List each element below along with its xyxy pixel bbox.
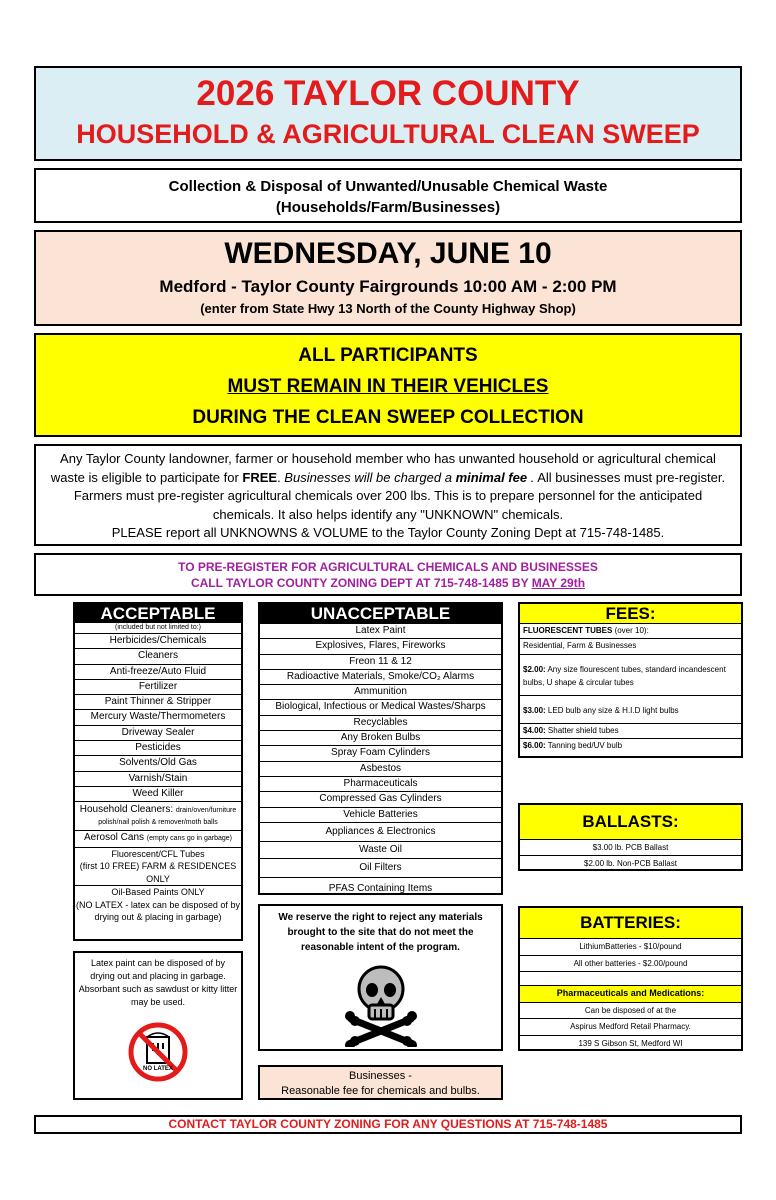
blank-row xyxy=(520,971,741,985)
fee-price: $2.00: xyxy=(523,664,546,674)
list-item: Any Broken Bulbs xyxy=(260,730,501,745)
list-item: Radioactive Materials, Smoke/CO₂ Alarms xyxy=(260,669,501,684)
info-text-3: All businesses must pre-register. Farmers must pre-register agricultural chemicals over 200 lbs. This is to prepare personnel for the anticipated chemicals. It also helps identify any "UNKNOWN" chemicals. xyxy=(73,469,726,522)
list-item: Cleaners xyxy=(75,648,241,663)
info-text-1: Any Taylor County landowner, farmer or household member who has unwanted household or agricultural chemical waste is eligible to participate for xyxy=(50,451,716,485)
oil-line-1: Oil-Based Paints ONLY xyxy=(111,887,205,898)
list-item: Paint Thinner & Stripper xyxy=(75,694,241,709)
acceptable-list xyxy=(73,602,243,941)
reserve-text: We reserve the right to reject any materials brought to the site that do not meet the reasonable intent of the program. xyxy=(278,912,483,953)
aerosol-note: (empty cans go in garbage) xyxy=(146,835,233,843)
fee-description: LED bulb any size & H.I.D light bulbs xyxy=(545,705,679,715)
businesses-line-2: Reasonable fee for chemicals and bulbs. xyxy=(281,1085,480,1097)
title-line-1: 2026 TAYLOR COUNTY xyxy=(196,74,580,113)
fluorescent-line-2: (first 10 FREE) FARM & RESIDENCES ONLY xyxy=(79,861,237,884)
contact-text: CONTACT TAYLOR COUNTY ZONING FOR ANY QUESTIONS AT 715-748-1485 xyxy=(168,1117,608,1131)
batteries-table xyxy=(518,906,743,1051)
prereg-deadline: MAY 29th xyxy=(531,576,586,590)
fees-residential: Residential, Farm & Businesses xyxy=(520,638,741,653)
list-item: Fertilizer xyxy=(75,679,241,694)
oil-paints-item xyxy=(75,885,241,924)
list-item: Ammunition xyxy=(260,684,501,699)
list-item: Freon 11 & 12 xyxy=(260,654,501,669)
pharmaceuticals-title: Pharmaceuticals and Medications: xyxy=(520,985,741,1002)
prereg-line-2: CALL TAYLOR COUNTY ZONING DEPT AT 715-748-1485 BY xyxy=(190,576,532,590)
list-item: Spray Foam Cylinders xyxy=(260,745,501,760)
remain-line-3: DURING THE CLEAN SWEEP COLLECTION xyxy=(192,407,584,428)
household-cleaners-item xyxy=(75,801,241,830)
fees-table xyxy=(518,602,743,758)
list-item: Varnish/Stain xyxy=(75,771,241,786)
pharmacy-row: 139 S Gibson St, Medford WI xyxy=(520,1035,741,1052)
fee-description: Tanning bed/UV bulb xyxy=(545,740,623,750)
event-entrance-note: (enter from State Hwy 13 North of the County Highway Shop) xyxy=(200,301,576,316)
unacceptable-title: UNACCEPTABLE xyxy=(260,604,501,623)
fee-description: Any size flourescent tubes, standard incandescent bulbs, U shape & circular tubes xyxy=(523,664,726,687)
latex-disposal-note xyxy=(73,951,243,1100)
list-item: Driveway Sealer xyxy=(75,725,241,740)
aerosol-cans-item xyxy=(75,830,241,846)
list-item: Anti-freeze/Auto Fluid xyxy=(75,664,241,679)
list-item: Appliances & Electronics xyxy=(260,822,501,841)
list-item: Latex Paint xyxy=(260,623,501,638)
unacceptable-list xyxy=(258,602,503,895)
event-date: WEDNESDAY, JUNE 10 xyxy=(224,237,552,270)
oil-line-2: (NO LATEX - latex can be disposed of by drying out & placing in garbage) xyxy=(76,899,240,923)
title-banner xyxy=(34,66,742,161)
info-text-2: . xyxy=(277,469,285,485)
list-item: Solvents/Old Gas xyxy=(75,755,241,770)
pharmacy-row: Aspirus Medford Retail Pharmacy. xyxy=(520,1018,741,1035)
ballasts-title: BALLASTS: xyxy=(520,805,741,839)
ballast-row: $3.00 lb. PCB Ballast xyxy=(520,839,741,855)
fees-title: FEES: xyxy=(520,604,741,623)
batteries-title: BATTERIES: xyxy=(520,908,741,938)
list-item: Pesticides xyxy=(75,740,241,755)
fee-description: Shatter shield tubes xyxy=(545,725,619,735)
ballast-row: $2.00 lb. Non-PCB Ballast xyxy=(520,855,741,871)
fee-price: $4.00: xyxy=(523,725,546,735)
fees-fluorescent-label: FLUORESCENT TUBES xyxy=(523,626,613,635)
fluorescent-line-1: Fluorescent/CFL Tubes xyxy=(111,848,205,859)
info-business-fee: minimal fee xyxy=(455,469,528,485)
no-latex-sign-icon xyxy=(127,1021,189,1083)
event-location: Medford - Taylor County Fairgrounds 10:00 AM - 2:00 PM xyxy=(159,277,617,296)
list-item: Recyclables xyxy=(260,715,501,730)
list-item: Herbicides/Chemicals xyxy=(75,633,241,648)
fees-fluorescent-qualifier: (over 10): xyxy=(612,626,649,635)
fee-row xyxy=(520,723,741,738)
list-item: Explosives, Flares, Fireworks xyxy=(260,638,501,653)
fee-row xyxy=(520,695,741,723)
businesses-line-1: Businesses - xyxy=(349,1070,412,1082)
list-item: Biological, Infectious or Medical Wastes/Sharps xyxy=(260,699,501,714)
list-item: Oil Filters xyxy=(260,858,501,877)
ballasts-table xyxy=(518,803,743,871)
latex-note-text: Latex paint can be disposed of by drying out and placing in garbage. Absorbant such as sawdust or kitty litter may be used. xyxy=(78,958,238,1007)
collection-line-2: (Households/Farm/Businesses) xyxy=(275,199,501,216)
collection-line-1: Collection & Disposal of Unwanted/Unusable Chemical Waste xyxy=(168,178,608,195)
prereg-line-1: TO PRE-REGISTER FOR AGRICULTURAL CHEMICALS AND BUSINESSES xyxy=(178,560,598,574)
fee-row xyxy=(520,654,741,695)
no-latex-label: NO LATEX xyxy=(143,1066,173,1072)
fees-fluorescent-header xyxy=(520,623,741,638)
title-line-2: HOUSEHOLD & AGRICULTURAL CLEAN SWEEP xyxy=(76,119,700,149)
list-item: Waste Oil xyxy=(260,841,501,858)
household-cleaners-note: drain/oven/furniture polish/nail polish & remover/moth balls xyxy=(98,807,237,827)
info-business-1: Businesses will be charged a xyxy=(284,469,456,485)
skull-crossbones-icon xyxy=(345,963,417,1047)
list-item: Mercury Waste/Thermometers xyxy=(75,709,241,724)
acceptable-subtitle: (included but not limited to:) xyxy=(115,624,201,631)
fluorescent-tubes-item xyxy=(75,847,241,886)
pharmacy-row: Can be disposed of at the xyxy=(520,1002,741,1019)
fee-price: $3.00: xyxy=(523,705,546,715)
contact-footer xyxy=(34,1115,742,1134)
info-business-2: . xyxy=(527,469,535,485)
list-item: PFAS Containing Items xyxy=(260,877,501,900)
acceptable-title: ACCEPTABLE xyxy=(75,604,241,623)
battery-row: All other batteries - $2.00/pound xyxy=(520,955,741,972)
fee-price: $6.00: xyxy=(523,740,546,750)
remain-in-vehicles-notice xyxy=(34,333,742,437)
collection-description xyxy=(34,168,742,223)
household-cleaners-label: Household Cleaners: xyxy=(79,804,176,816)
reserve-right-note xyxy=(258,904,503,1051)
businesses-fee-note xyxy=(258,1065,503,1100)
eligibility-info xyxy=(34,444,742,546)
fee-row xyxy=(520,738,741,753)
preregister-notice xyxy=(34,553,742,596)
aerosol-label: Aerosol Cans xyxy=(83,832,147,844)
event-date-box xyxy=(34,230,742,326)
battery-row: LithiumBatteries - $10/pound xyxy=(520,938,741,955)
remain-line-2: MUST REMAIN IN THEIR VEHICLES xyxy=(227,376,549,397)
list-item: Asbestos xyxy=(260,761,501,776)
list-item: Vehicle Batteries xyxy=(260,807,501,822)
remain-line-1: ALL PARTICIPANTS xyxy=(298,345,478,366)
list-item: Pharmaceuticals xyxy=(260,776,501,791)
list-item: Weed Killer xyxy=(75,786,241,801)
info-free: FREE xyxy=(242,469,278,485)
list-item: Compressed Gas Cylinders xyxy=(260,791,501,806)
info-text-4: PLEASE report all UNKNOWNS & VOLUME to the Taylor County Zoning Dept at 715-748-1485. xyxy=(111,525,665,540)
